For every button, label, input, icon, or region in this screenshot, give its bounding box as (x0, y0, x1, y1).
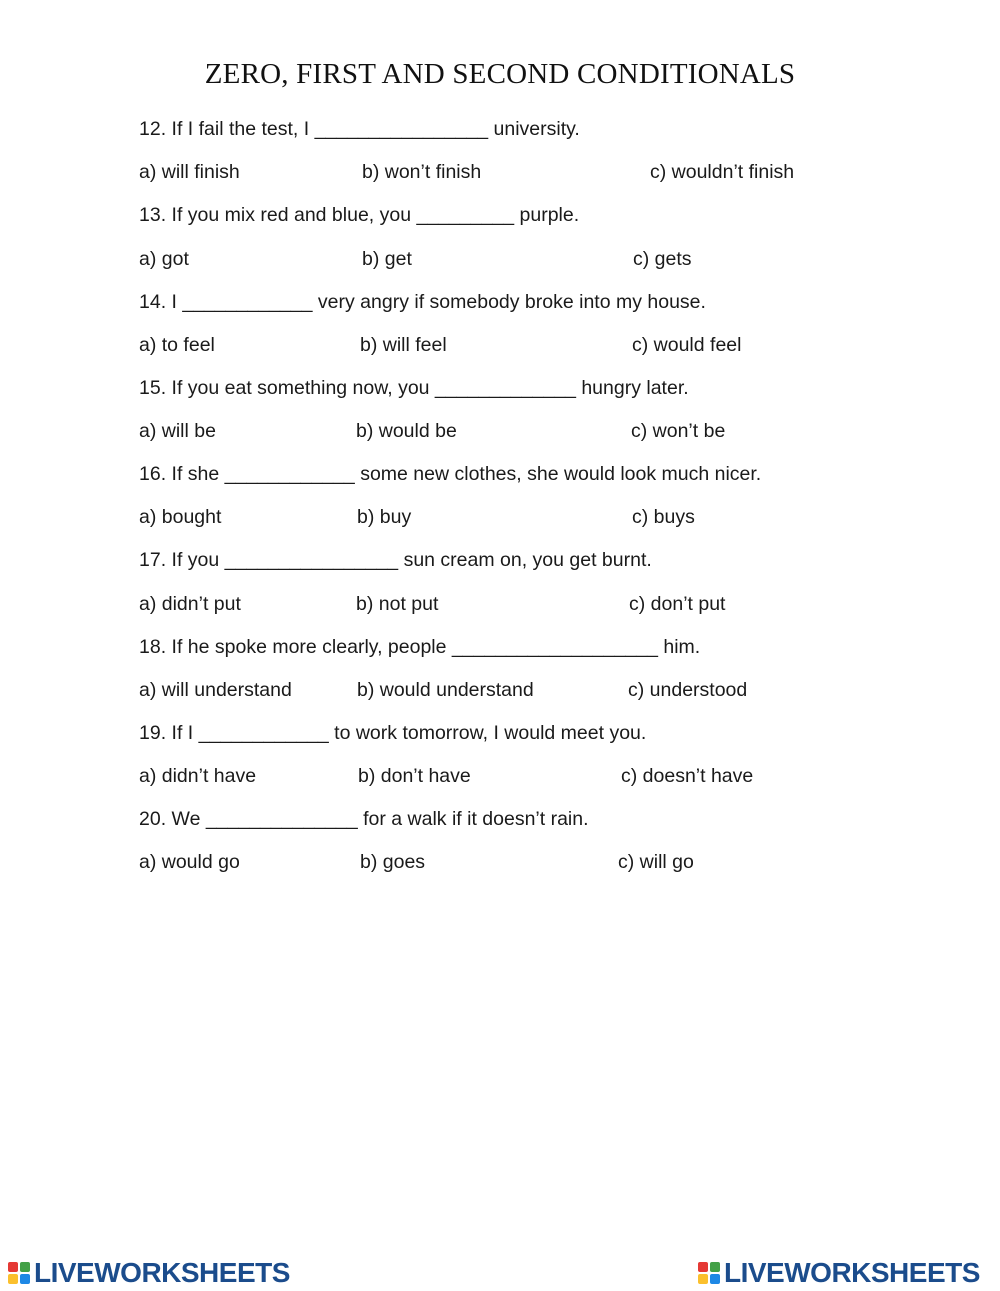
q15-option-b[interactable]: b) would be (356, 420, 457, 442)
q19-option-a[interactable]: a) didn’t have (139, 765, 257, 787)
q19-option-c[interactable]: c) doesn’t have (621, 765, 754, 787)
liveworksheets-logo-left[interactable] (8, 1257, 290, 1289)
logo-tiles-icon (8, 1262, 30, 1284)
q18-option-b[interactable]: b) would understand (357, 679, 534, 701)
q12-option-c[interactable]: c) wouldn’t finish (650, 161, 795, 183)
question-12: 12. If I fail the test, I ________________ university. (139, 118, 580, 140)
q14-option-b[interactable]: b) will feel (360, 334, 447, 356)
question-17: 17. If you ________________ sun cream on, you get burnt. (139, 549, 652, 571)
q17-option-a[interactable]: a) didn’t put (139, 593, 241, 615)
q16-option-a[interactable]: a) bought (139, 506, 222, 528)
q20-option-c[interactable]: c) will go (618, 851, 694, 873)
question-15: 15. If you eat something now, you _____________ hungry later. (139, 377, 689, 399)
q18-option-c[interactable]: c) understood (628, 679, 748, 701)
logo-tiles-icon (698, 1262, 720, 1284)
q16-option-c[interactable]: c) buys (632, 506, 695, 528)
question-13: 13. If you mix red and blue, you _________ purple. (139, 204, 580, 226)
question-16: 16. If she ____________ some new clothes, she would look much nicer. (139, 463, 762, 485)
question-20: 20. We ______________ for a walk if it doesn’t rain. (139, 808, 589, 830)
q13-option-b[interactable]: b) get (362, 248, 412, 270)
question-18: 18. If he spoke more clearly, people ___________________ him. (139, 636, 701, 658)
q16-option-b[interactable]: b) buy (357, 506, 412, 528)
q20-option-a[interactable]: a) would go (139, 851, 240, 873)
page-title: ZERO, FIRST AND SECOND CONDITIONALS (204, 58, 796, 90)
q15-option-a[interactable]: a) will be (139, 420, 216, 442)
q14-option-a[interactable]: a) to feel (139, 334, 215, 356)
q15-option-c[interactable]: c) won’t be (631, 420, 726, 442)
q13-option-c[interactable]: c) gets (633, 248, 692, 270)
q17-option-b[interactable]: b) not put (356, 593, 439, 615)
question-19: 19. If I ____________ to work tomorrow, I would meet you. (139, 722, 647, 744)
q12-option-b[interactable]: b) won’t finish (362, 161, 482, 183)
logo-text: LIVEWORKSHEETS (724, 1257, 980, 1288)
q19-option-b[interactable]: b) don’t have (358, 765, 471, 787)
q14-option-c[interactable]: c) would feel (632, 334, 742, 356)
q17-option-c[interactable]: c) don’t put (629, 593, 726, 615)
q13-option-a[interactable]: a) got (139, 248, 189, 270)
question-14: 14. I ____________ very angry if somebody broke into my house. (139, 291, 706, 313)
q12-option-a[interactable]: a) will finish (139, 161, 240, 183)
q18-option-a[interactable]: a) will understand (139, 679, 292, 701)
liveworksheets-logo-right[interactable] (698, 1257, 980, 1289)
logo-text: LIVEWORKSHEETS (34, 1257, 290, 1288)
q20-option-b[interactable]: b) goes (360, 851, 426, 873)
